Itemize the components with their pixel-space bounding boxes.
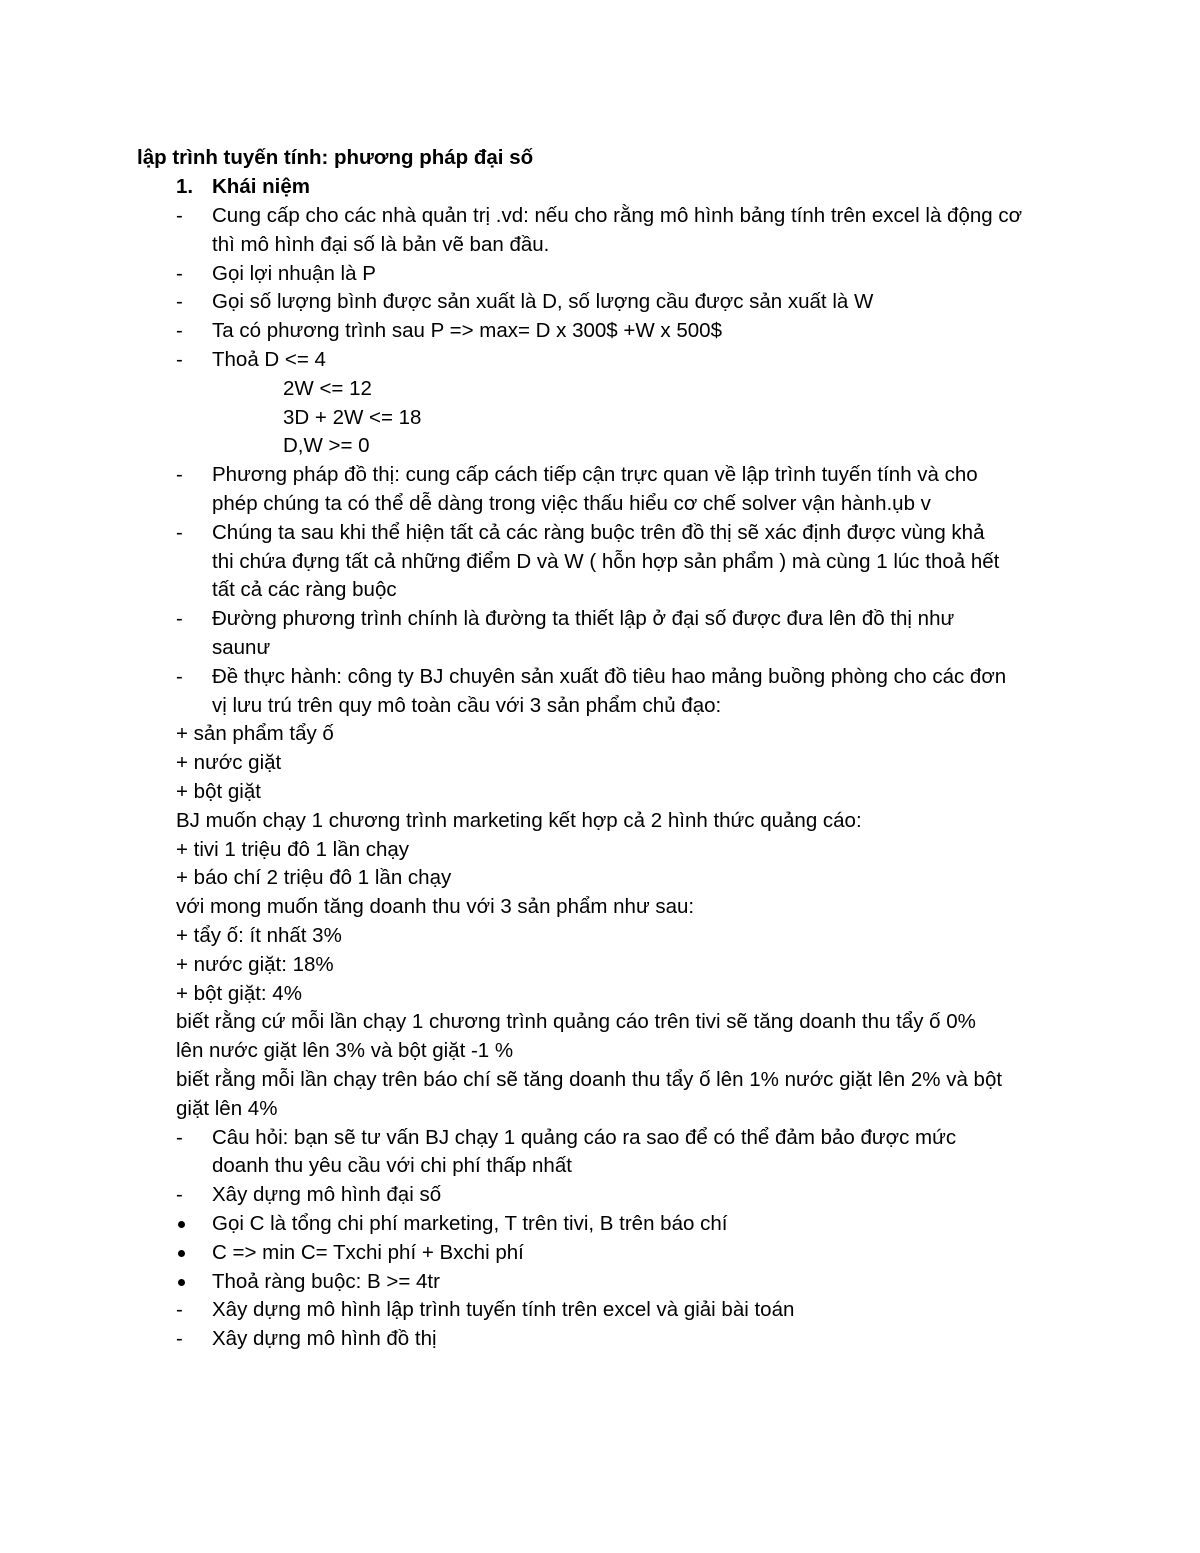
dash-marker: - [176,463,183,487]
text-line: giặt lên 4% [176,1096,278,1120]
text-line: + nước giặt [176,751,282,775]
bullet-dot [178,1250,185,1257]
dash-marker: - [176,319,183,343]
text-line: biết rằng mỗi lần chạy trên báo chí sẽ tăng doanh thu tẩy ố lên 1% nước giặt lên 2% và bột [176,1068,1003,1091]
text-line: BJ muốn chạy 1 chương trình marketing kết hợp cả 2 hình thức quảng cáo: [176,808,862,832]
dash-marker: - [176,290,183,314]
text-line: Câu hỏi: bạn sẽ tư vấn BJ chạy 1 quảng cáo ra sao để có thể đảm bảo được mức [212,1125,957,1149]
dash-marker: - [176,204,183,227]
text-line: + nước giặt: 18% [176,952,334,976]
text-line: D,W >= 0 [283,434,370,458]
dash-marker: - [176,1183,183,1207]
text-line: Đề thực hành: công ty BJ chuyên sản xuất đồ tiêu hao mảng buồng phòng cho các đơn [212,664,1007,688]
text-line: Gọi lợi nhuận là P [212,261,376,285]
dash-marker: - [176,1327,183,1351]
dash-marker: - [176,348,183,371]
text-line: tất cả các ràng buộc [212,578,397,602]
text-line: saunư [212,636,271,659]
text-line: Đường phương trình chính là đường ta thiết lập ở đại số được đưa lên đồ thị như [212,607,955,631]
text-line: 2W <= 12 [283,376,372,400]
text-line: thì mô hình đại số là bản vẽ ban đầu. [212,232,550,256]
section-title: Khái niệm [212,175,310,198]
dash-marker: - [176,1298,183,1322]
text-line: Gọi C là tổng chi phí marketing, T trên tivi, B trên báo chí [212,1212,728,1235]
dash-marker: - [176,520,183,544]
text-line: Phương pháp đồ thị: cung cấp cách tiếp cận trực quan về lập trình tuyến tính và cho [212,463,978,487]
text-line: + sản phẩm tẩy ố [176,722,334,746]
text-line: Xây dựng mô hình đại số [212,1183,442,1207]
text-line: với mong muốn tăng doanh thu với 3 sản phẩm như sau: [176,895,695,919]
text-line: biết rằng cứ mỗi lần chạy 1 chương trình quảng cáo trên tivi sẽ tăng doanh thu tẩy ố 0% [176,1010,976,1034]
text-line: + bột giặt [176,780,261,803]
text-line: Xây dựng mô hình lập trình tuyến tính trên excel và giải bài toán [212,1298,795,1322]
text-line: + tẩy ố: ít nhất 3% [176,924,342,947]
text-line: 3D + 2W <= 18 [283,405,422,429]
text-line: + bột giặt: 4% [176,981,302,1005]
text-line: + báo chí 2 triệu đô 1 lần chạy [176,866,452,890]
dash-marker: - [176,664,183,688]
text-line: thi chứa đựng tất cả những điểm D và W ( hỗn hợp sản phẩm ) mà cùng 1 lúc thoả hết [212,549,1000,573]
text-line: lên nước giặt lên 3% và bột giặt -1 % [176,1039,514,1063]
text-line: Chúng ta sau khi thể hiện tất cả các ràng buộc trên đồ thị sẽ xác định được vùng khả [212,520,985,544]
text-line: Thoả ràng buộc: B >= 4tr [212,1269,440,1293]
text-line: Ta có phương trình sau P => max= D x 300$ +W x 500$ [212,319,722,343]
dash-marker: - [176,261,183,285]
page-title: lập trình tuyến tính: phương pháp đại số [137,146,534,169]
text-line: C => min C= Txchi phí + Bxchi phí [212,1240,524,1264]
text-line: phép chúng ta có thể dễ dàng trong việc thấu hiểu cơ chế solver vận hành.ụb v [212,492,931,515]
section-number: 1. [176,175,194,198]
dash-marker: - [176,607,183,631]
text-line: Gọi số lượng bình được sản xuất là D, số lượng cầu được sản xuất là W [212,290,874,314]
text-line: + tivi 1 triệu đô 1 lần chạy [176,837,410,861]
text-line: doanh thu yêu cầu với chi phí thấp nhất [212,1154,572,1178]
text-line: Xây dựng mô hình đồ thị [212,1327,437,1351]
text-line: vị lưu trú trên quy mô toàn cầu với 3 sản phẩm chủ đạo: [212,693,722,717]
text-line: Thoả D <= 4 [212,348,326,371]
bullet-dot [178,1279,185,1286]
text-line: Cung cấp cho các nhà quản trị .vd: nếu cho rằng mô hình bảng tính trên excel là động cơ [212,204,1023,227]
bullet-dot [178,1221,185,1228]
dash-marker: - [176,1125,183,1149]
